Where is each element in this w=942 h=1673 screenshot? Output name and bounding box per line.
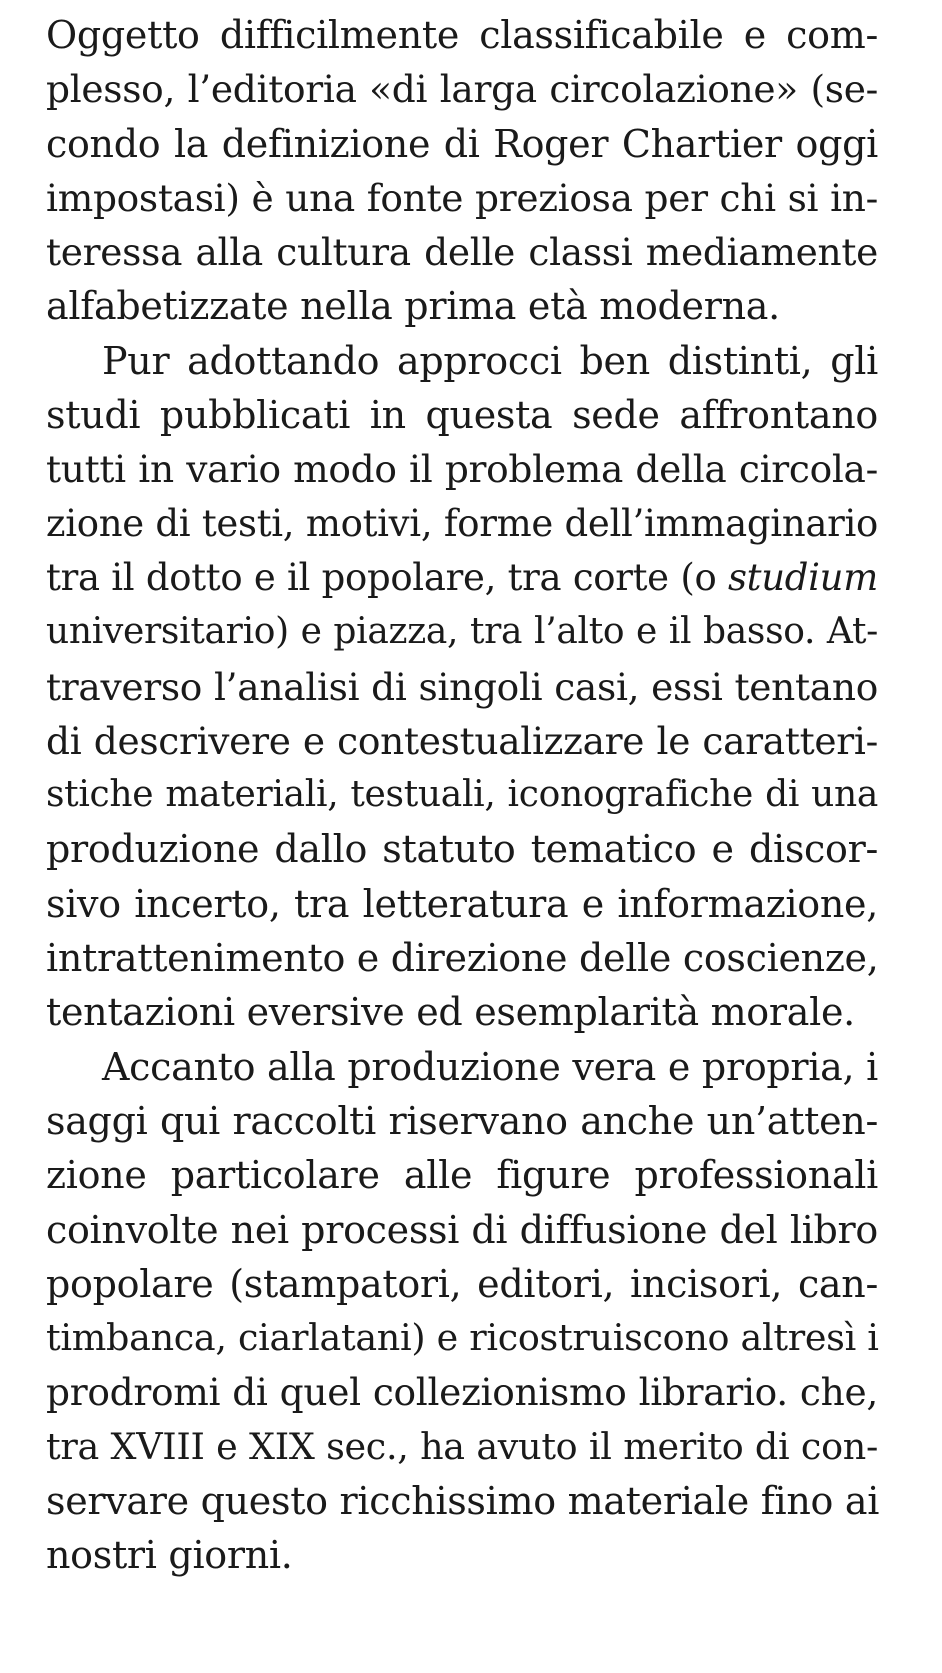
- paragraph-3: [46, 1040, 878, 1583]
- text-line: teressa alla cultura delle classi mediamente: [46, 230, 878, 275]
- body-text: [46, 8, 878, 1583]
- text-line: popolare (stampatori, editori, incisori, can-: [46, 1261, 878, 1306]
- text-line: Pur adottando approcci ben distinti, gli: [102, 338, 878, 383]
- text-line: coinvolte nei processi di diffusione del libro: [46, 1207, 878, 1252]
- paragraph-2: [46, 334, 878, 1040]
- text-line: produzione dallo statuto tematico e discor-: [46, 827, 878, 872]
- text-line: zione particolare alle figure professionali: [46, 1153, 878, 1198]
- text-line: prodromi di quel collezionismo librario. che,: [46, 1370, 878, 1415]
- text-line: timbanca, ciarlatani) e ricostruiscono altresì i: [46, 1316, 879, 1360]
- paragraph-1: [46, 8, 878, 334]
- text-line: zione di testi, motivi, forme dell’immaginario: [46, 501, 878, 545]
- text-line: plesso, l’editoria «di larga circolazione» (se-: [46, 67, 878, 112]
- text-line: Oggetto difficilmente classificabile e com-: [46, 13, 878, 57]
- text-line: saggi qui raccolti riservano anche un’atten-: [46, 1098, 878, 1143]
- text-line: tra XVIII e XIX sec., ha avuto il merito di con-: [46, 1424, 878, 1468]
- text-line: tentazioni eversive ed esemplarità morale.: [46, 990, 855, 1035]
- text-line: stiche materiali, testuali, iconografiche di una: [46, 774, 878, 816]
- text-line: alfabetizzate nella prima età moderna.: [46, 284, 780, 329]
- text-line: traverso l’analisi di singoli casi, essi tentano: [46, 664, 878, 709]
- text-line: sivo incerto, tra letteratura e informazione,: [46, 881, 878, 926]
- text-line: studi pubblicati in questa sede affrontano: [46, 393, 878, 438]
- text-line: universitario) e piazza, tra l’alto e il basso. At-: [46, 611, 878, 653]
- text-line: intrattenimento e direzione delle coscienze,: [46, 936, 879, 981]
- text-line: servare questo ricchissimo materiale fino ai: [46, 1479, 880, 1524]
- text-line: impostasi) è una fonte preziosa per chi si in-: [46, 175, 878, 220]
- text-line: Accanto alla produzione vera e propria, i: [102, 1044, 878, 1089]
- text-line: condo la definizione di Roger Chartier oggi: [46, 121, 878, 166]
- text-line: tra il dotto e il popolare, tra corte (o studium: [46, 555, 878, 599]
- text-line: di descrivere e contestualizzare le caratteri-: [46, 718, 878, 763]
- text-line: nostri giorni.: [46, 1533, 293, 1578]
- text-line: tutti in vario modo il problema della circola-: [46, 447, 878, 492]
